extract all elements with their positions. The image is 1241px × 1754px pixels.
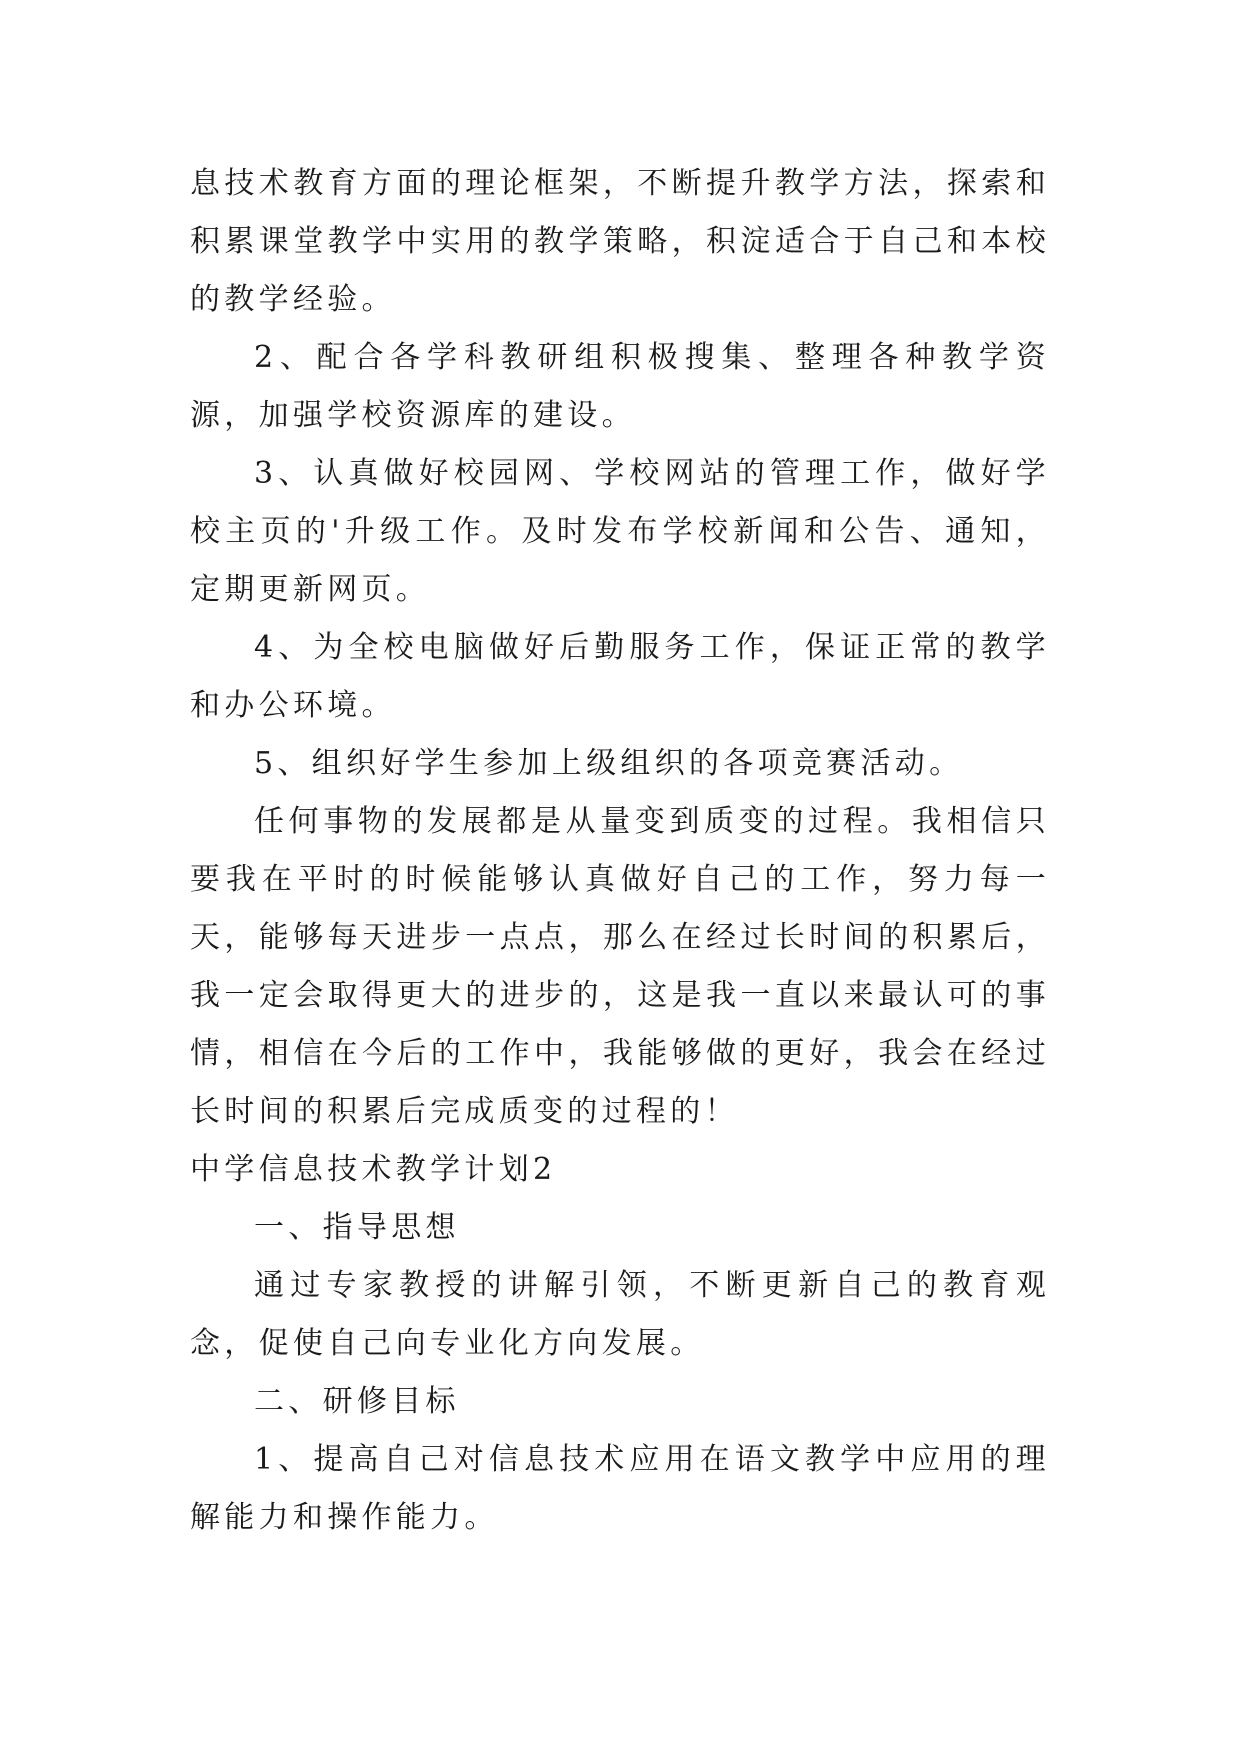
paragraph-conclusion: 任何事物的发展都是从量变到质变的过程。我相信只要我在平时的时候能够认真做好自己的工作，努力每一天，能够每天进步一点点，那么在经过长时间的积累后，我一定会取得更大的进步的，这是我一直以来最认可的事情，相信在今后的工作中，我能够做的更好，我会在经过长时间的积累后完成质变的过程的！	[190, 804, 1050, 1129]
paragraph-guiding-thought: 通过专家教授的讲解引领，不断更新自己的教育观念，促使自己向专业化方向发展。	[190, 1268, 1050, 1361]
paragraph-item-3: 3、认真做好校园网、学校网站的管理工作，做好学校主页的'升级工作。及时发布学校新闻和公告、通知，定期更新网页。	[190, 456, 1050, 607]
paragraph-item-4: 4、为全校电脑做好后勤服务工作，保证正常的教学和办公环境。	[190, 630, 1050, 723]
section-heading-guiding-thought: 一、指导思想	[254, 1210, 460, 1245]
section-heading-study-goals: 二、研修目标	[254, 1384, 460, 1419]
paragraph-item-2: 2、配合各学科教研组积极搜集、整理各种教学资源，加强学校资源库的建设。	[190, 340, 1050, 433]
paragraph-continued: 息技术教育方面的理论框架，不断提升教学方法，探索和积累课堂教学中实用的教学策略，积淀适合于自己和本校的教学经验。	[190, 166, 1050, 317]
document-page	[190, 155, 1050, 1547]
paragraph-item-5: 5、组织好学生参加上级组织的各项竞赛活动。	[254, 746, 964, 781]
document-title: 中学信息技术教学计划2	[190, 1152, 557, 1187]
paragraph-goal-1: 1、提高自己对信息技术应用在语文教学中应用的理解能力和操作能力。	[190, 1442, 1050, 1535]
